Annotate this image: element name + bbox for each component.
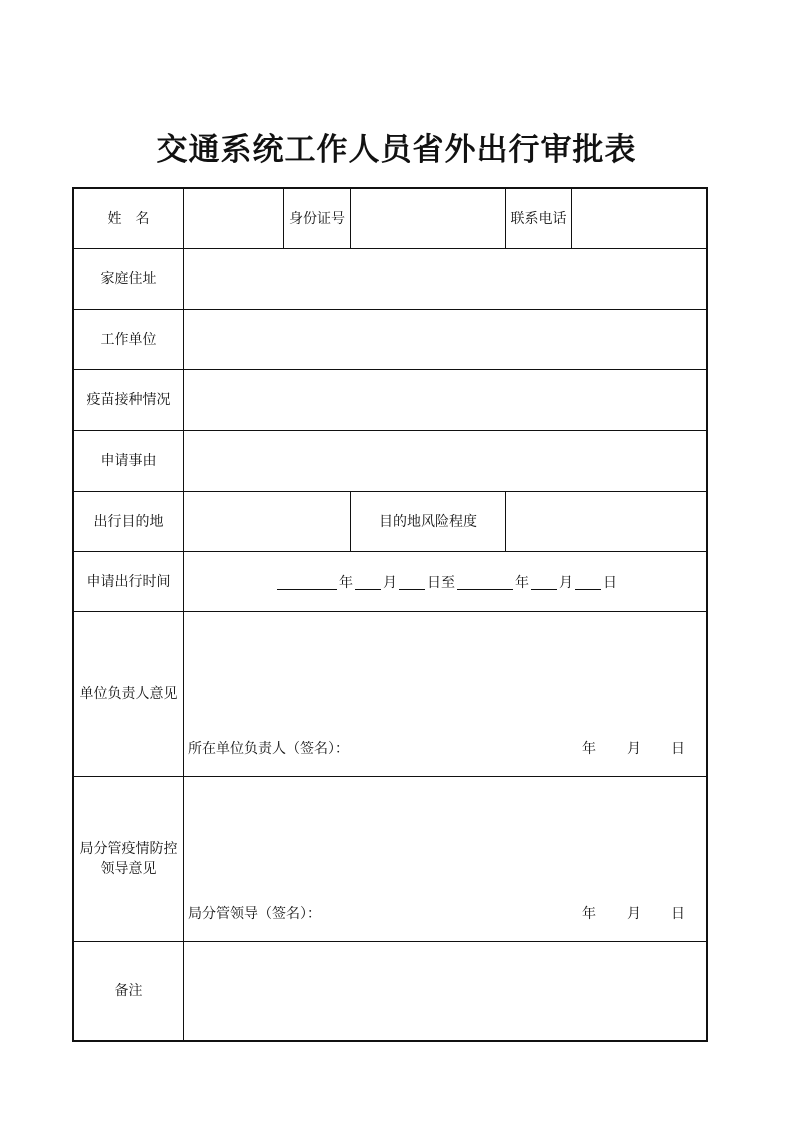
row-home-address (74, 249, 706, 310)
end-year-blank[interactable] (457, 573, 513, 590)
name-label: 姓 名 (107, 210, 150, 227)
form-title: 交通系统工作人员省外出行审批表 (156, 132, 637, 168)
travel-date-range[interactable] (183, 552, 708, 611)
row-travel-time (74, 552, 706, 612)
id-card-label: 身份证号 (283, 189, 350, 248)
bureau-sign-day: 日 (671, 906, 685, 922)
row-work-unit (74, 310, 706, 370)
end-day-blank[interactable] (575, 573, 601, 590)
unit-sign-month: 月 (627, 741, 641, 757)
start-day-word: 日 (427, 574, 441, 591)
vaccine-label: 疫苗接种情况 (86, 392, 171, 408)
vaccine-field[interactable] (183, 370, 708, 430)
row-destination (74, 492, 706, 552)
start-year-word: 年 (339, 574, 353, 591)
unit-opinion-field[interactable] (183, 612, 708, 776)
bureau-opinion-field[interactable] (183, 777, 708, 941)
bureau-opinion-label-line2: 领导意见 (100, 861, 157, 877)
destination-label: 出行目的地 (93, 513, 164, 530)
id-card-field[interactable] (350, 189, 505, 248)
unit-sign-label: 所在单位负责人（签名）： (188, 741, 349, 757)
remarks-field[interactable] (183, 942, 708, 1040)
unit-sign-day: 日 (671, 741, 685, 757)
bureau-sign-year: 年 (582, 906, 596, 922)
end-month-blank[interactable] (531, 573, 557, 590)
row-vaccine (74, 370, 706, 431)
remarks-label: 备注 (114, 983, 143, 999)
unit-sign-year: 年 (582, 741, 596, 757)
row-remarks (74, 942, 706, 1040)
start-year-blank[interactable] (277, 573, 337, 590)
travel-time-label: 申请出行时间 (86, 573, 171, 590)
end-month-word: 月 (559, 574, 573, 591)
unit-opinion-label: 单位负责人意见 (79, 686, 178, 702)
row-unit-opinion (74, 612, 706, 777)
bureau-sign-month: 月 (627, 906, 641, 922)
work-unit-label: 工作单位 (100, 331, 157, 348)
bureau-opinion-label (74, 777, 183, 941)
start-month-word: 月 (383, 574, 397, 591)
phone-label: 联系电话 (505, 189, 571, 248)
work-unit-field[interactable] (183, 310, 708, 369)
start-day-blank[interactable] (399, 573, 425, 590)
reason-label: 申请事由 (100, 453, 157, 469)
date-to-word: 至 (441, 574, 455, 591)
risk-level-field[interactable] (505, 492, 708, 551)
bureau-sign-label: 局分管领导（签名）： (188, 906, 321, 922)
home-address-field[interactable] (183, 249, 708, 309)
approval-form-table (72, 187, 708, 1042)
phone-field[interactable] (571, 189, 708, 248)
start-month-blank[interactable] (355, 573, 381, 590)
row-basic-info (74, 189, 706, 249)
row-reason (74, 431, 706, 492)
end-year-word: 年 (515, 574, 529, 591)
row-bureau-opinion (74, 777, 706, 942)
risk-level-label: 目的地风险程度 (350, 492, 505, 551)
home-address-label: 家庭住址 (100, 271, 157, 287)
destination-field[interactable] (183, 492, 350, 551)
name-field[interactable] (183, 189, 283, 248)
end-day-word: 日 (603, 574, 617, 591)
reason-field[interactable] (183, 431, 708, 491)
bureau-opinion-label-line1: 局分管疫情防控 (79, 841, 178, 857)
